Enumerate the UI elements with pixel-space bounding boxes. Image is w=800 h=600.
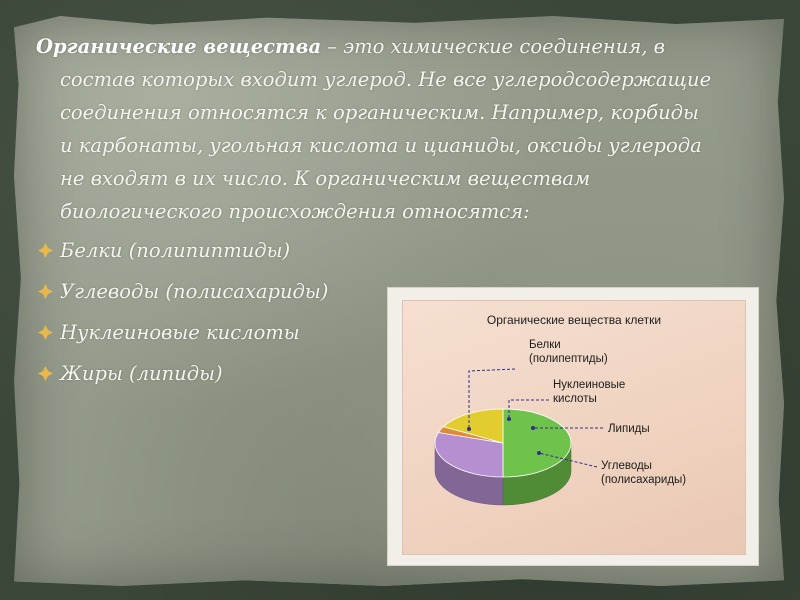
intro-line-6: биологического происхождения относятся:	[60, 200, 530, 223]
list-item-label: Жиры (липиды)	[60, 362, 223, 385]
diamond-bullet-icon	[38, 366, 53, 381]
intro-line-4: и карбонаты, угольная кислота и цианиды, оксиды углерода	[60, 134, 702, 157]
diamond-bullet-icon	[38, 325, 53, 340]
diamond-bullet-icon	[38, 284, 53, 299]
list-item-label: Нуклеиновые кислоты	[60, 321, 300, 344]
intro-paragraph	[36, 30, 776, 228]
leader-dot	[467, 427, 471, 431]
pie-chart	[403, 301, 745, 554]
diamond-bullet-icon	[38, 243, 53, 258]
chart-frame	[388, 288, 758, 565]
list-item	[36, 230, 776, 271]
intro-line-1	[36, 30, 776, 63]
leader-dot	[537, 451, 541, 455]
chart-panel	[402, 300, 746, 555]
pie-tops	[435, 409, 571, 477]
intro-text: – это химические соединения, в	[321, 35, 665, 58]
slice-label: Липиды	[608, 423, 650, 435]
slice-label: кислоты	[553, 393, 597, 405]
intro-line-3: соединения относятся к органическим. Например, корбиды	[60, 101, 699, 124]
slice-label: Белки	[529, 339, 561, 351]
intro-line-2: состав которых входит углерод. Не все углеродсодержащие	[60, 68, 712, 91]
leader-dot	[531, 426, 535, 430]
leader-dot	[507, 417, 511, 421]
intro-lead-term: Органические вещества	[36, 35, 322, 58]
list-item-label: Белки (полипиптиды)	[60, 239, 291, 262]
chart-title: Органические вещества клетки	[486, 313, 662, 327]
list-item-label: Углеводы (полисахариды)	[60, 280, 329, 303]
slice-label: Углеводы	[601, 460, 652, 472]
slice-label: (полипептиды)	[529, 353, 608, 365]
slice-label: Нуклеиновые	[553, 379, 626, 391]
slice-label: (полисахариды)	[601, 474, 687, 486]
intro-line-5: не входят в их число. К органическим веществам	[60, 167, 591, 190]
